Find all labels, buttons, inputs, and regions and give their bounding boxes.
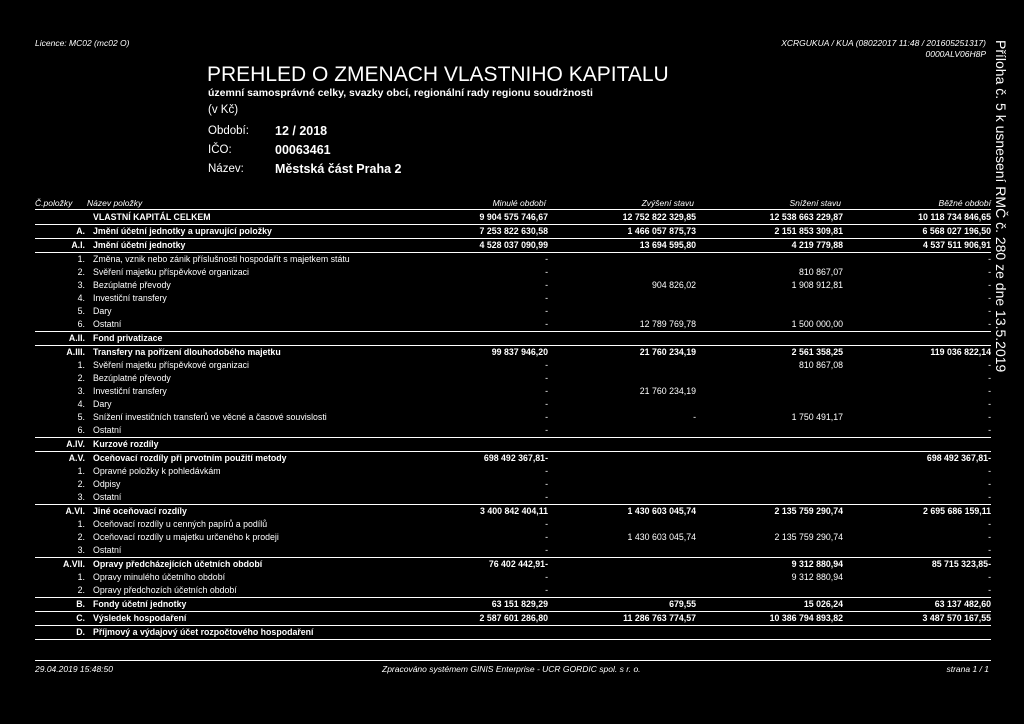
name-value: Městská část Praha 2 bbox=[275, 162, 402, 176]
row-prev-value: - bbox=[545, 412, 548, 422]
row-code: 3. bbox=[77, 280, 85, 290]
row-decrease-value: 9 312 880,94 bbox=[791, 559, 843, 569]
row-decrease-value: 4 219 779,88 bbox=[791, 240, 843, 250]
row-code: 6. bbox=[77, 319, 85, 329]
row-code: 6. bbox=[77, 425, 85, 435]
row-decrease-value: 1 908 912,81 bbox=[791, 280, 843, 290]
row-decrease-value: 1 750 491,17 bbox=[791, 412, 843, 422]
row-name: Dary bbox=[93, 399, 112, 409]
row-increase-value: 11 286 763 774,57 bbox=[623, 613, 696, 623]
row-name: Fond privatizace bbox=[93, 333, 163, 343]
row-decrease-value: 810 867,08 bbox=[798, 360, 843, 370]
period-value: 12 / 2018 bbox=[275, 124, 328, 138]
row-current-value: - bbox=[988, 585, 991, 595]
col-prev-header: Minulé období bbox=[492, 198, 546, 208]
row-name: Investiční transfery bbox=[93, 386, 167, 396]
col-curr-header: Běžné období bbox=[938, 198, 991, 208]
row-current-value: - bbox=[988, 425, 991, 435]
row-code: 3. bbox=[77, 492, 85, 502]
row-current-value: - bbox=[988, 280, 991, 290]
row-increase-value: 904 826,02 bbox=[651, 280, 696, 290]
row-increase-value: 679,55 bbox=[669, 599, 696, 609]
row-prev-value: - bbox=[545, 360, 548, 370]
row-prev-value: - bbox=[545, 492, 548, 502]
row-current-value: 119 036 822,14 bbox=[930, 347, 991, 357]
row-current-value: - bbox=[988, 267, 991, 277]
row-name: Jiné oceňovací rozdíly bbox=[93, 506, 187, 516]
row-decrease-value: 10 386 794 893,82 bbox=[769, 613, 843, 623]
row-prev-value: - bbox=[545, 373, 548, 383]
row-name: Bezúplatné převody bbox=[93, 373, 171, 383]
table-row bbox=[35, 305, 991, 318]
row-prev-value: - bbox=[545, 545, 548, 555]
footer-divider bbox=[35, 660, 991, 661]
row-code: A. bbox=[76, 226, 85, 236]
row-increase-value: 1 466 057 875,73 bbox=[627, 226, 696, 236]
row-decrease-value: 2 151 853 309,81 bbox=[774, 226, 843, 236]
row-decrease-value: 9 312 880,94 bbox=[791, 572, 843, 582]
row-current-value: - bbox=[988, 572, 991, 582]
row-prev-value: 99 837 946,20 bbox=[491, 347, 548, 357]
row-increase-value: 21 760 234,19 bbox=[639, 347, 696, 357]
row-name: Svěření majetku příspěvkové organizaci bbox=[93, 360, 249, 370]
row-prev-value: - bbox=[545, 532, 548, 542]
row-prev-value: - bbox=[545, 280, 548, 290]
row-decrease-value: 12 538 663 229,87 bbox=[769, 212, 843, 222]
unit-label: (v Kč) bbox=[208, 104, 239, 116]
row-code: D. bbox=[76, 627, 85, 637]
row-code: 1. bbox=[77, 519, 85, 529]
row-current-value: 63 137 482,60 bbox=[934, 599, 991, 609]
footer-datetime: 29.04.2019 15:48:50 bbox=[35, 664, 113, 674]
row-current-value: - bbox=[988, 466, 991, 476]
row-current-value: 3 487 570 167,55 bbox=[922, 613, 991, 623]
ico-label: IČO: bbox=[208, 144, 232, 156]
row-prev-value: 9 904 575 746,67 bbox=[479, 212, 548, 222]
table-row bbox=[35, 225, 991, 239]
row-name: Investiční transfery bbox=[93, 293, 167, 303]
row-current-value: - bbox=[988, 319, 991, 329]
row-current-value: 2 695 686 159,11 bbox=[923, 506, 991, 516]
row-code: 1. bbox=[77, 572, 85, 582]
row-name: Kurzové rozdíly bbox=[93, 439, 159, 449]
table-row bbox=[35, 332, 991, 346]
table-row bbox=[35, 478, 991, 491]
table-row bbox=[35, 359, 991, 372]
row-name: Opravné položky k pohledávkám bbox=[93, 466, 221, 476]
row-current-value: - bbox=[988, 386, 991, 396]
row-name: Jmění účetní jednotky a upravující položky bbox=[93, 226, 272, 236]
row-code: 3. bbox=[77, 386, 85, 396]
table-row bbox=[35, 239, 991, 253]
row-current-value: - bbox=[988, 479, 991, 489]
table-row bbox=[35, 279, 991, 292]
row-increase-value: 12 789 769,78 bbox=[639, 319, 696, 329]
row-decrease-value: 2 561 358,25 bbox=[791, 347, 843, 357]
row-current-value: - bbox=[988, 519, 991, 529]
row-code: A.VII. bbox=[63, 559, 85, 569]
row-name: Transfery na pořízení dlouhodobého majetku bbox=[93, 347, 281, 357]
table-row bbox=[35, 544, 991, 558]
table-row bbox=[35, 318, 991, 332]
row-code: A.IV. bbox=[66, 439, 85, 449]
row-prev-value: 698 492 367,81- bbox=[483, 453, 548, 463]
row-code: 2. bbox=[77, 479, 85, 489]
system-id-text: XCRGUKUA / KUA (08022017 11:48 / 201605251317) bbox=[781, 38, 986, 48]
row-code: 2. bbox=[77, 267, 85, 277]
row-increase-value: 12 752 822 329,85 bbox=[622, 212, 696, 222]
row-prev-value: - bbox=[545, 519, 548, 529]
row-name: Výsledek hospodaření bbox=[93, 613, 187, 623]
row-prev-value: - bbox=[545, 306, 548, 316]
row-prev-value: 2 587 601 286,80 bbox=[479, 613, 548, 623]
table-row bbox=[35, 558, 991, 571]
row-code: A.I. bbox=[71, 240, 85, 250]
table-row bbox=[35, 211, 991, 225]
row-prev-value: - bbox=[545, 466, 548, 476]
row-name: Příjmový a výdajový účet rozpočtového hospodaření bbox=[93, 627, 314, 637]
report-subtitle: územní samosprávné celky, svazky obcí, regionální rady regionu soudržnosti bbox=[208, 87, 593, 99]
row-prev-value: - bbox=[545, 254, 548, 264]
row-name: Snížení investičních transferů ve věcné a časové souvislosti bbox=[93, 412, 327, 422]
row-code: A.VI. bbox=[65, 506, 85, 516]
row-name: Dary bbox=[93, 306, 112, 316]
row-code: 2. bbox=[77, 585, 85, 595]
row-increase-value: 21 760 234,19 bbox=[639, 386, 696, 396]
row-name: Oceňovací rozdíly při prvotním použití metody bbox=[93, 453, 287, 463]
row-prev-value: - bbox=[545, 585, 548, 595]
table-row bbox=[35, 598, 991, 612]
row-code: 5. bbox=[77, 306, 85, 316]
ico-value: 00063461 bbox=[275, 143, 331, 157]
row-current-value: 85 715 323,85- bbox=[931, 559, 991, 569]
row-name: Svěření majetku příspěvkové organizaci bbox=[93, 267, 249, 277]
row-code: 4. bbox=[77, 399, 85, 409]
row-code: 2. bbox=[77, 532, 85, 542]
row-current-value: 698 492 367,81- bbox=[926, 453, 991, 463]
table-row bbox=[35, 626, 991, 640]
row-current-value: - bbox=[988, 532, 991, 542]
row-prev-value: - bbox=[545, 425, 548, 435]
row-prev-value: - bbox=[545, 267, 548, 277]
row-code: 4. bbox=[77, 293, 85, 303]
row-name: Bezúplatné převody bbox=[93, 280, 171, 290]
table-row bbox=[35, 372, 991, 385]
col-code-header: Č.položky bbox=[35, 198, 73, 208]
row-prev-value: 7 253 822 630,58 bbox=[479, 226, 548, 236]
row-decrease-value: 2 135 759 290,74 bbox=[774, 532, 843, 542]
row-decrease-value: 15 026,24 bbox=[803, 599, 843, 609]
row-code: B. bbox=[76, 599, 85, 609]
row-current-value: 10 118 734 846,65 bbox=[918, 212, 991, 222]
table-row bbox=[35, 612, 991, 626]
row-current-value: - bbox=[988, 399, 991, 409]
capital-changes-table bbox=[35, 211, 991, 640]
col-dec-header: Snížení stavu bbox=[789, 198, 841, 208]
footer-processed-by: Zpracováno systémem GINIS Enterprise - UCR GORDIC spol. s r. o. bbox=[382, 664, 641, 674]
col-inc-header: Zvýšení stavu bbox=[641, 198, 694, 208]
table-row bbox=[35, 253, 991, 266]
report-code-text: 0000ALV06H8P bbox=[925, 49, 986, 59]
row-name: Opravy předcházejících účetních období bbox=[93, 559, 263, 569]
table-row bbox=[35, 398, 991, 411]
row-code: 1. bbox=[77, 466, 85, 476]
name-label: Název: bbox=[208, 163, 244, 175]
row-name: Opravy minulého účetního období bbox=[93, 572, 226, 582]
row-decrease-value: 1 500 000,00 bbox=[791, 319, 843, 329]
table-row bbox=[35, 584, 991, 598]
table-row bbox=[35, 518, 991, 531]
row-decrease-value: 810 867,07 bbox=[798, 267, 843, 277]
row-prev-value: - bbox=[545, 399, 548, 409]
header-divider bbox=[35, 209, 991, 210]
row-name: Odpisy bbox=[93, 479, 121, 489]
row-prev-value: 63 151 829,29 bbox=[491, 599, 548, 609]
row-code: 1. bbox=[77, 254, 85, 264]
period-label: Období: bbox=[208, 125, 249, 137]
row-name: Ostatní bbox=[93, 425, 122, 435]
row-code: C. bbox=[76, 613, 85, 623]
row-increase-value: 13 694 595,80 bbox=[639, 240, 696, 250]
table-row bbox=[35, 292, 991, 305]
table-row bbox=[35, 571, 991, 584]
report-title: PREHLED O ZMENACH VLASTNIHO KAPITALU bbox=[207, 63, 669, 86]
table-row bbox=[35, 491, 991, 505]
row-code: 5. bbox=[77, 412, 85, 422]
licence-text: Licence: MC02 (mc02 O) bbox=[35, 38, 130, 48]
row-increase-value: - bbox=[693, 412, 696, 422]
row-code: A.V. bbox=[68, 453, 85, 463]
row-prev-value: 76 402 442,91- bbox=[488, 559, 548, 569]
row-name: Změna, vznik nebo zánik příslušnosti hospodařit s majetkem státu bbox=[93, 254, 350, 264]
row-code: A.II. bbox=[68, 333, 85, 343]
table-row bbox=[35, 505, 991, 518]
row-code: A.III. bbox=[66, 347, 85, 357]
row-name: Fondy účetní jednotky bbox=[93, 599, 187, 609]
appendix-side-note: Příloha č. 5 k usnesení RMČ č. 280 ze dne 13.5.2019 bbox=[993, 40, 1009, 373]
row-increase-value: 1 430 603 045,74 bbox=[627, 532, 696, 542]
row-current-value: 6 568 027 196,50 bbox=[922, 226, 991, 236]
row-prev-value: - bbox=[545, 479, 548, 489]
row-current-value: - bbox=[988, 293, 991, 303]
table-row bbox=[35, 424, 991, 438]
row-code: 2. bbox=[77, 373, 85, 383]
row-name: Oceňovací rozdíly u majetku určeného k prodeji bbox=[93, 532, 279, 542]
row-current-value: - bbox=[988, 373, 991, 383]
row-name: Ostatní bbox=[93, 492, 122, 502]
row-code: 1. bbox=[77, 360, 85, 370]
row-prev-value: - bbox=[545, 572, 548, 582]
footer-page: strana 1 / 1 bbox=[946, 664, 989, 674]
row-current-value: - bbox=[988, 306, 991, 316]
row-prev-value: - bbox=[545, 386, 548, 396]
row-name: Ostatní bbox=[93, 545, 122, 555]
row-prev-value: 3 400 842 404,11 bbox=[480, 506, 548, 516]
row-code: 3. bbox=[77, 545, 85, 555]
row-name: Oceňovací rozdíly u cenných papírů a podílů bbox=[93, 519, 268, 529]
row-decrease-value: 2 135 759 290,74 bbox=[774, 506, 843, 516]
row-name: Ostatní bbox=[93, 319, 122, 329]
row-current-value: - bbox=[988, 360, 991, 370]
table-row bbox=[35, 411, 991, 424]
row-prev-value: 4 528 037 090,99 bbox=[479, 240, 548, 250]
row-current-value: 4 537 511 906,91 bbox=[923, 240, 991, 250]
row-prev-value: - bbox=[545, 319, 548, 329]
table-row bbox=[35, 438, 991, 452]
row-name: VLASTNÍ KAPITÁL CELKEM bbox=[93, 212, 211, 222]
row-prev-value: - bbox=[545, 293, 548, 303]
table-row bbox=[35, 452, 991, 465]
table-row bbox=[35, 385, 991, 398]
row-current-value: - bbox=[988, 545, 991, 555]
row-current-value: - bbox=[988, 412, 991, 422]
table-row bbox=[35, 531, 991, 544]
table-row bbox=[35, 465, 991, 478]
row-current-value: - bbox=[988, 492, 991, 502]
row-current-value: - bbox=[988, 254, 991, 264]
col-name-header: Název položky bbox=[87, 198, 143, 208]
table-row bbox=[35, 266, 991, 279]
row-name: Opravy předchozích účetních období bbox=[93, 585, 237, 595]
row-increase-value: 1 430 603 045,74 bbox=[627, 506, 696, 516]
row-name: Jmění účetní jednotky bbox=[93, 240, 186, 250]
table-row bbox=[35, 346, 991, 359]
